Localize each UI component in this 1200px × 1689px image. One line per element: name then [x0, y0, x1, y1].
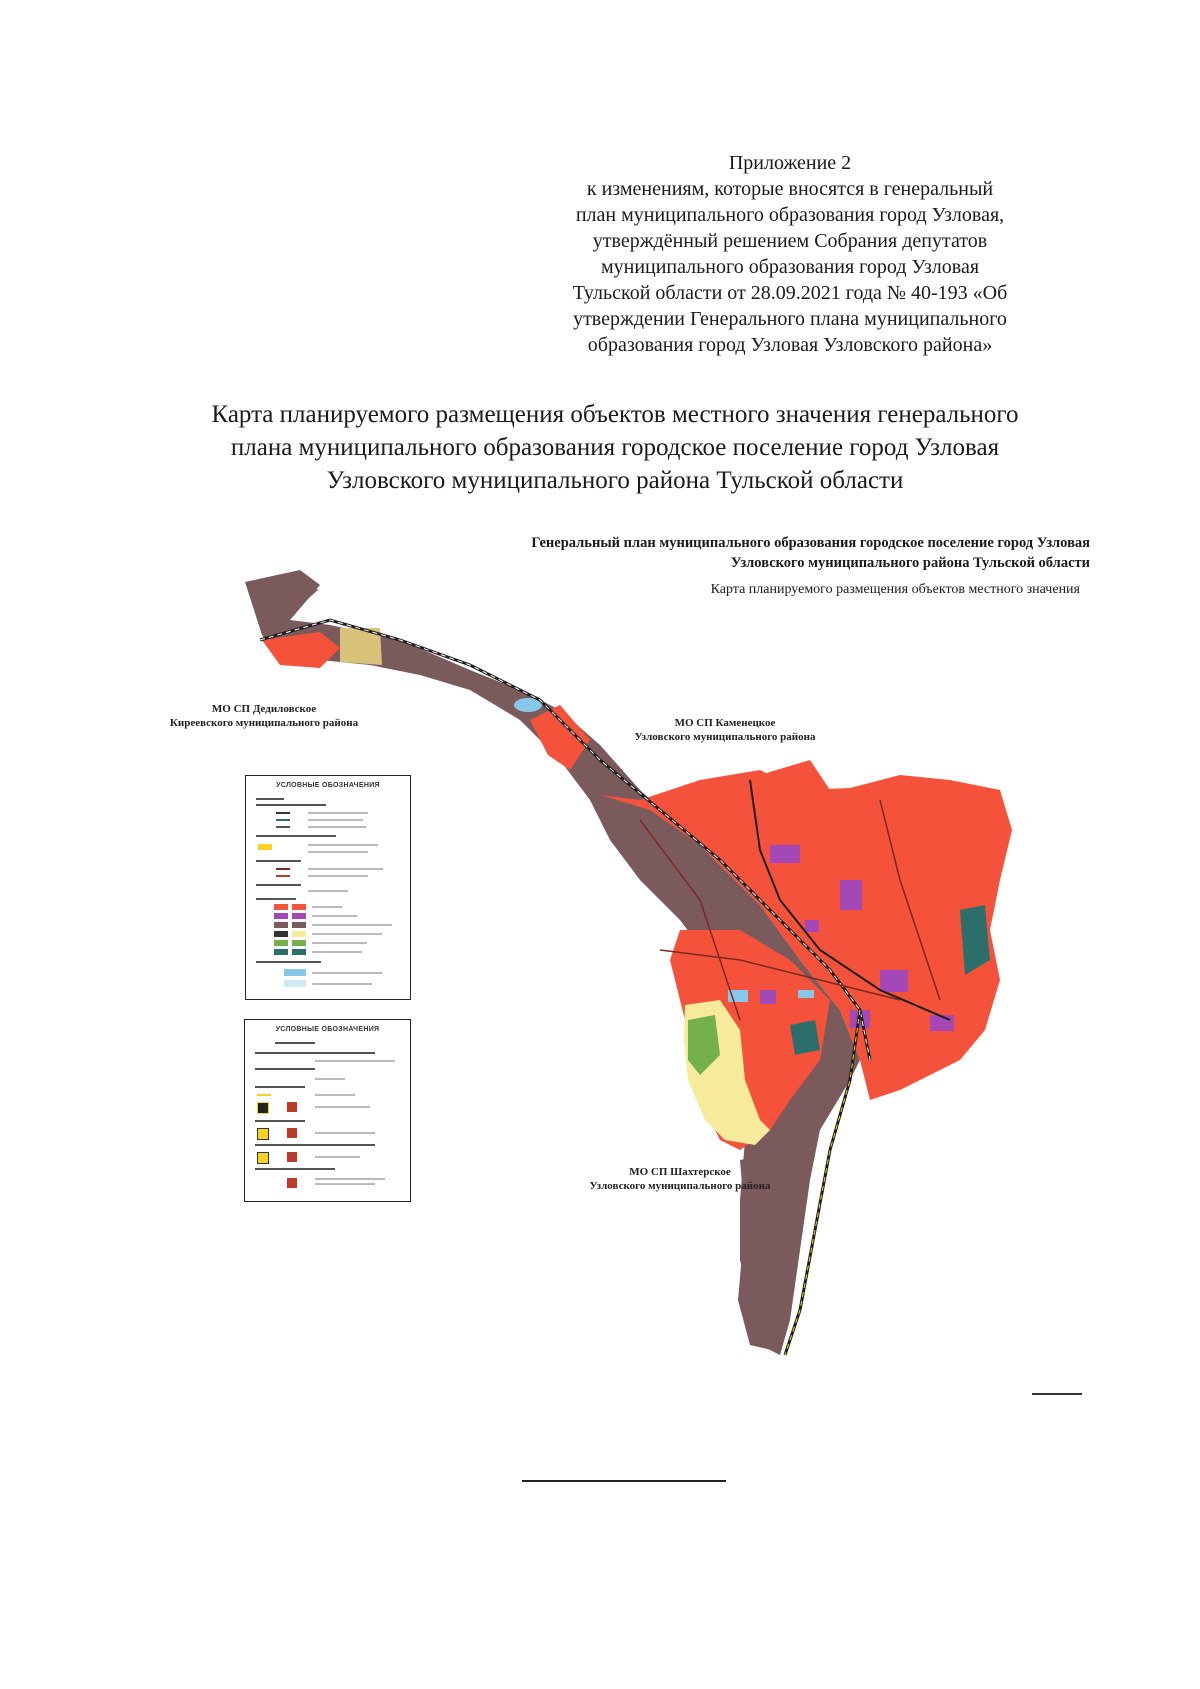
title-line: Узловского муниципального района Тульской области — [326, 467, 904, 494]
neighbor-kamenetskoe-district: Узловского муниципального района — [634, 731, 816, 743]
neighbor-dedilovskoe-district: Киреевского муниципального района — [169, 717, 359, 729]
appendix-line: план муниципального образования город Узловая, — [575, 204, 1005, 226]
scan-mark — [1032, 1393, 1082, 1395]
appendix-line: муниципального образования город Узловая — [600, 256, 980, 278]
legend-functional-zones — [245, 775, 411, 1000]
legend-local-objects — [244, 1019, 411, 1202]
public-zone — [770, 845, 800, 863]
neighbor-dedilovskoe-name: МО СП Дедиловское — [211, 703, 317, 715]
public-zone — [880, 970, 908, 992]
map-header-line-2: Узловского муниципального района Тульской области — [730, 555, 1090, 571]
public-zone — [840, 880, 862, 910]
neighbor-kamenetskoe-name: МО СП Каменецкое — [674, 717, 776, 729]
water-body — [798, 990, 814, 998]
title-line: Карта планируемого размещения объектов местного значения генерального — [211, 401, 1019, 428]
legend-title: УСЛОВНЫЕ ОБОЗНАЧЕНИЯ — [276, 782, 380, 789]
map-subtitle: Карта планируемого размещения объектов местного значения — [710, 582, 1080, 597]
appendix-line: образования город Узловая Узловского района» — [587, 334, 993, 356]
special-zone-center — [790, 1020, 820, 1055]
separator-line — [522, 1480, 726, 1482]
appendix-line: Тульской области от 28.09.2021 года № 40-193 «Об — [572, 282, 1008, 304]
legend-title: УСЛОВНЫЕ ОБОЗНАЧЕНИЯ — [275, 1026, 380, 1033]
appendix-line: Приложение 2 — [728, 152, 852, 174]
appendix-line: утверждённый решением Собрания депутатов — [592, 230, 988, 252]
neighbor-shakhterskoe-district: Узловского муниципального района — [589, 1180, 771, 1192]
public-zone — [760, 990, 776, 1004]
appendix-line: к изменениям, которые вносятся в генеральный — [586, 178, 994, 200]
neighbor-shakhterskoe-name: МО СП Шахтерское — [629, 1166, 731, 1178]
appendix-line: утверждении Генерального плана муниципального — [573, 308, 1007, 330]
map-header-line-1: Генеральный план муниципального образования городское поселение город Узловая — [531, 535, 1090, 551]
title-line: плана муниципального образования городское поселение город Узловая — [230, 434, 1000, 461]
public-zone — [805, 920, 819, 932]
